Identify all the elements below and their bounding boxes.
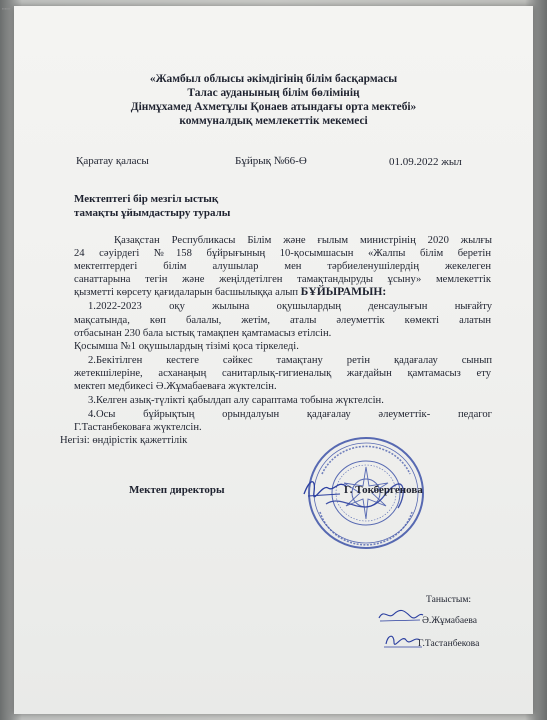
item-2-line: жетекшілеріне, асханаңың санитарлық-гигиеналық жағдайын қамтамасыз ету: [74, 368, 491, 379]
item-3-line: 3.Келген азық-түлікті қабылдап алу сараптама тобына жүктелсін.: [88, 395, 384, 406]
header-line-2: Талас ауданының білім бөлімінің: [187, 87, 360, 99]
item-1-line: Қосымша №1 оқушылардың тізімі қоса тіркеледі.: [74, 341, 299, 352]
item-4-line: Г.Тастанбековаға жүктелсін.: [74, 422, 202, 433]
director-role: Мектеп директоры: [129, 484, 225, 496]
ack-person-2: Г.Тастанбекова: [418, 638, 480, 649]
subject-line-2: тамақты ұйымдастыру туралы: [74, 207, 231, 219]
signature-1: [376, 606, 426, 624]
director-name: Г. Токбергенова: [344, 484, 423, 496]
item-2-line: 2.Бекітілген кестеге сәйкес тамақтану ретін қадағалау сынып: [88, 355, 492, 366]
body-text: қызметті көрсету қағидаларын басшылыққа алып: [74, 287, 301, 298]
body-line: санаттарына тегін және жеңілдетілген тамақтандыруды ұсыну» мемлекеттік: [74, 274, 491, 285]
header-line-3: Дінмұхамед Ахметұлы Қонаев атындағы орта мектебі»: [130, 101, 417, 113]
acknowledged-label: Таныстым:: [426, 594, 472, 605]
item-2-line: мектеп медбикесі Ә.Жұмабаевағa жүктелсін.: [74, 381, 277, 392]
body-line: Қазақстан Республикасы Білім және ғылым министрінің 2020 жылғы: [114, 235, 492, 246]
body-line-order: [74, 285, 386, 298]
director-signature: [300, 474, 350, 500]
item-1-line: 1.2022-2023 оқу жылына оқушылардың денсаулығын нығайту: [88, 301, 492, 312]
subject-line-1: Мектептегі бір мезгіл ыстық: [74, 193, 219, 205]
city: Қаратау қаласы: [76, 155, 149, 167]
item-1-line: отбасынан 230 бала ыстық тамақпен қамтамасыз етілсін.: [74, 328, 332, 339]
header-line-4: коммуналдық мемлекеттік мекемесі: [179, 115, 368, 127]
order-number: Бұйрық №66-Ө: [235, 155, 307, 167]
item-4-line: 4.Осы бұйрықтың орындалуын қадағалау әлеуметтік- педагог: [88, 409, 492, 420]
body-line: мектептердегі білім алушылар мен тәрбиеленушілердің жекелеген: [74, 261, 491, 272]
scan-mark: ▪▪▪▪▪▪: [2, 6, 11, 11]
header-line-1: «Жамбыл облысы әкімдігінің білім басқармасы: [149, 73, 398, 85]
item-1-line: мақсатында, көп балалы, жетім, аталы әлеуметтік көмекті алатын: [74, 315, 491, 326]
order-word: БҰЙЫРАМЫН:: [300, 285, 387, 298]
document-sheet: [14, 6, 533, 714]
ack-person-1: Ә.Жұмабаева: [422, 615, 478, 626]
basis-line: Негізі: өндірістік қажеттілік: [60, 435, 188, 446]
body-line: 24 сәуірдегі №158 бұйрығының 10-қосымшасын «Жалпы білім беретін: [74, 248, 491, 259]
order-date: 01.09.2022 жыл: [389, 156, 462, 168]
